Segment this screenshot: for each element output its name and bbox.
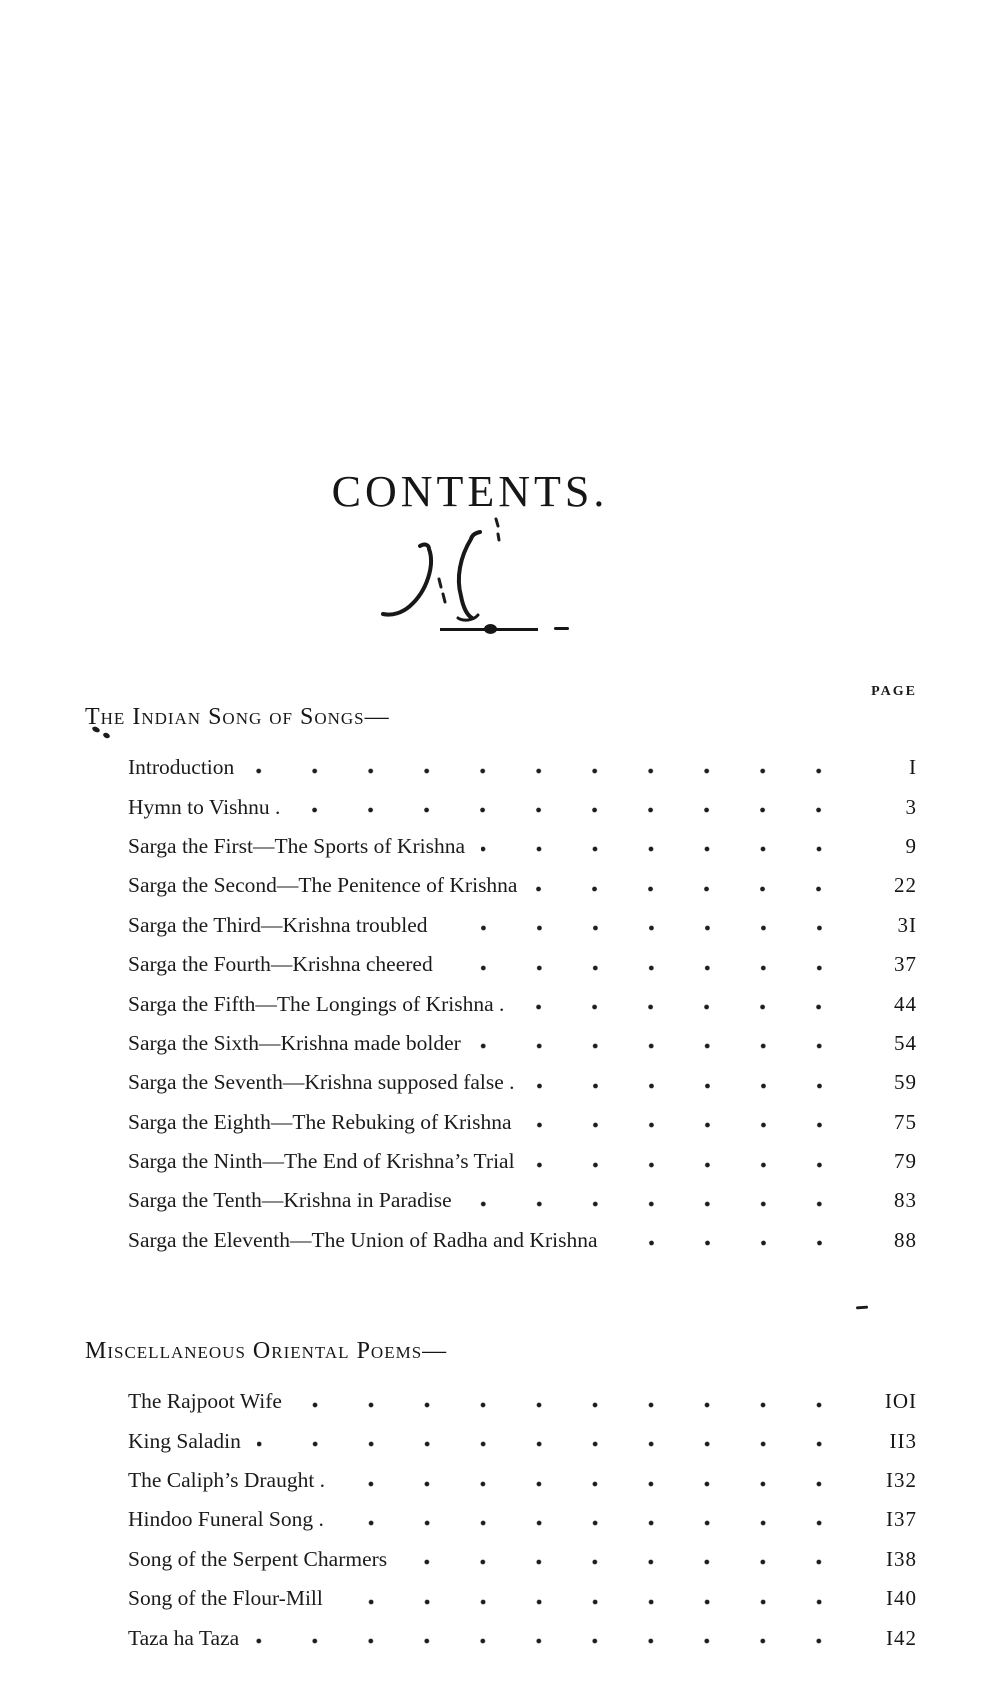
dot-leader — [531, 1078, 849, 1094]
toc-item-list — [128, 1382, 917, 1658]
toc-item — [128, 1618, 917, 1657]
section-heading: The Indian Song of Songs— — [85, 704, 390, 730]
toc-item-title: Taza ha Taza — [128, 1625, 240, 1650]
toc-item — [128, 1142, 917, 1181]
toc-item-title: Hindoo Funeral Song . — [128, 1507, 324, 1532]
toc-item — [128, 1103, 917, 1142]
dot-leader — [531, 1157, 849, 1173]
rule-ornament — [440, 628, 538, 631]
toc-item — [128, 1063, 917, 1102]
dot-leader — [477, 1038, 849, 1054]
toc-item-page: 3I — [897, 912, 917, 937]
dot-leader — [340, 1515, 849, 1531]
toc-item — [128, 1382, 917, 1421]
toc-item — [128, 1500, 917, 1539]
toc-item-title: Introduction — [128, 755, 235, 780]
toc-item-page: I — [909, 755, 917, 780]
toc-item — [128, 1540, 917, 1579]
toc-item-page: I38 — [886, 1546, 917, 1571]
toc-item — [128, 1221, 917, 1260]
toc-item — [128, 1421, 917, 1460]
dot-leader — [449, 960, 849, 976]
toc-item-title: Song of the Flour-Mill — [128, 1586, 323, 1611]
dot-leader — [298, 1397, 849, 1413]
dot-leader — [533, 881, 849, 897]
toc-item — [128, 748, 917, 787]
toc-item-list — [128, 748, 917, 1260]
toc-item-title: Sarga the Eleventh—The Union of Radha and Krishna — [128, 1227, 598, 1252]
toc-item-page: 9 — [905, 833, 917, 858]
toc-item-title: Sarga the Fourth—Krishna cheered — [128, 952, 433, 977]
toc-section — [85, 1336, 917, 1658]
toc-item-title: Sarga the Tenth—Krishna in Paradise — [128, 1188, 452, 1213]
dot-leader — [528, 1117, 849, 1133]
dot-leader — [339, 1594, 849, 1610]
dot-leader — [257, 1436, 849, 1452]
toc-section — [85, 702, 917, 1260]
toc-item-page: I37 — [886, 1507, 917, 1532]
toc-item-title: Sarga the Ninth—The End of Krishna’s Trial — [128, 1149, 515, 1174]
toc-item — [128, 1024, 917, 1063]
dot-leader — [468, 1196, 849, 1212]
dot-leader — [341, 1476, 849, 1492]
toc-item-title: King Saladin — [128, 1428, 241, 1453]
toc-item — [128, 906, 917, 945]
toc-item-page: 3 — [905, 794, 917, 819]
toc-item — [128, 866, 917, 905]
handwritten-ink-marks — [350, 505, 550, 635]
toc-item-page: 54 — [894, 1030, 917, 1055]
section-heading: Miscellaneous Oriental Poems— — [85, 1338, 448, 1365]
dot-leader — [614, 1235, 850, 1251]
table-of-contents — [85, 702, 917, 1658]
toc-item-page: I32 — [886, 1468, 917, 1493]
dot-leader — [255, 1633, 849, 1649]
toc-item — [128, 1181, 917, 1220]
toc-item-page: 44 — [894, 991, 917, 1016]
toc-item-title: Song of the Serpent Charmers — [128, 1546, 388, 1571]
rule-ornament-dash — [554, 627, 569, 630]
toc-item-page: 22 — [894, 873, 917, 898]
toc-item-title: Sarga the Seventh—Krishna supposed false . — [128, 1070, 515, 1095]
toc-item-title: Sarga the Sixth—Krishna made bolder — [128, 1030, 461, 1055]
dot-leader — [403, 1554, 849, 1570]
toc-item-page: 83 — [894, 1188, 917, 1213]
dot-leader — [444, 920, 849, 936]
dot-leader — [520, 999, 849, 1015]
toc-item — [128, 945, 917, 984]
toc-item-title: Hymn to Vishnu . — [128, 794, 281, 819]
toc-item-title: Sarga the Third—Krishna troubled — [128, 912, 428, 937]
toc-item-title: Sarga the Eighth—The Rebuking of Krishna — [128, 1109, 512, 1134]
page-column-label: PAGE — [871, 684, 917, 699]
toc-item-title: Sarga the Fifth—The Longings of Krishna . — [128, 991, 505, 1016]
toc-item-title: The Rajpoot Wife — [128, 1389, 282, 1414]
toc-item-title: Sarga the First—The Sports of Krishna — [128, 833, 465, 858]
toc-item-page: 79 — [894, 1149, 917, 1174]
toc-item-page: 75 — [894, 1109, 917, 1134]
toc-item — [128, 984, 917, 1023]
toc-item — [128, 787, 917, 826]
toc-item-page: IOI — [884, 1389, 917, 1414]
toc-item-title: Sarga the Second—The Penitence of Krishna — [128, 873, 518, 898]
toc-item-page: II3 — [889, 1428, 917, 1453]
toc-item-title: The Caliph’s Draught . — [128, 1468, 326, 1493]
dot-leader — [250, 763, 849, 779]
dot-leader — [296, 802, 849, 818]
page-title: CONTENTS. — [331, 467, 609, 516]
toc-item — [128, 1461, 917, 1500]
dot-leader — [481, 841, 849, 857]
toc-item — [128, 827, 917, 866]
toc-item-page: 59 — [894, 1070, 917, 1095]
toc-item-page: I40 — [886, 1586, 917, 1611]
toc-item — [128, 1579, 917, 1618]
toc-item-page: 88 — [894, 1227, 917, 1252]
toc-item-page: 37 — [894, 952, 917, 977]
toc-item-page: I42 — [886, 1625, 917, 1650]
